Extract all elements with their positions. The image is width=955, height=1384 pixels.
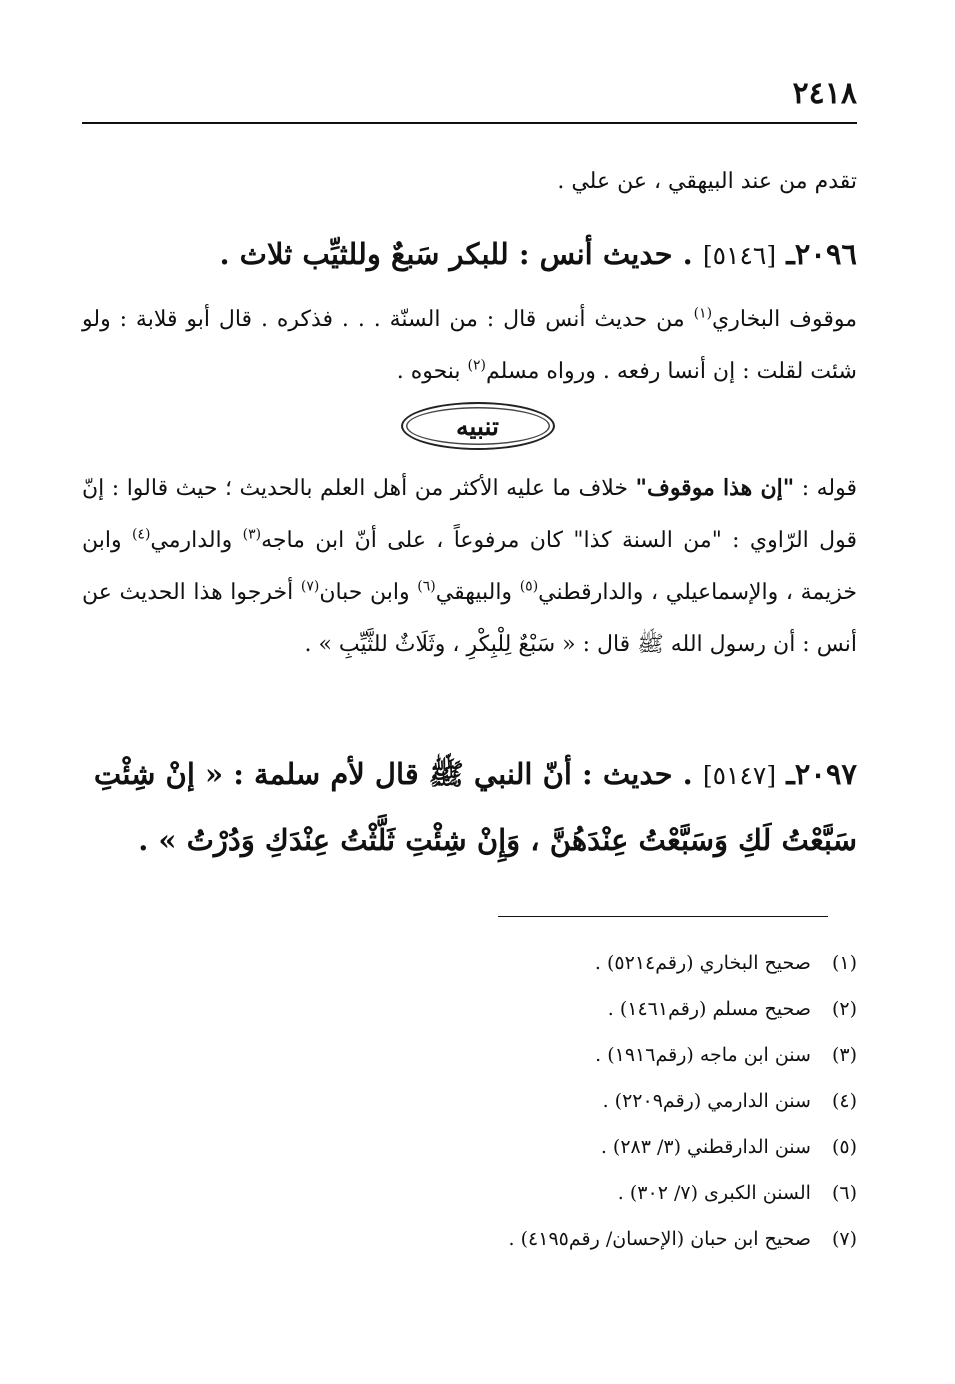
footnote-text: صحيح ابن حبان (الإحسان/ رقم٤١٩٥) . [508,1228,811,1250]
footnote-text: السنن الكبرى (٧/ ٣٠٢) . [617,1182,811,1204]
header-rule [82,122,857,124]
footnote-ref: (٢) [467,357,487,374]
footnote-rule [498,916,828,917]
hadith-heading-2096 [82,222,857,288]
hadith-text: . حديث : أنّ النبي ﷺ قال لأم سلمة : « إنْ شِئْتِ سَبَّعْتُ لَكِ وَسَبَّعْتُ عِنْدَهُنَّ ، وَإِنْ شِئْتِ ثَلَّثْتُ عِنْدَكِ وَدُرْتُ » . [93,757,857,857]
footnote-text: سنن الدارمي (رقم٢٢٠٩) . [602,1090,811,1112]
hadith-number: ٢٠٩٦ـ [786,237,857,271]
paragraph-text: خلاف ما عليه الأكثر من أهل العلم بالحديث ؛ حيث قالوا : إنّ قول الرّاوي : "من السنة كذا" كان مرفوعاً ، على أنّ ابن ماجه [82,476,857,553]
hadith-reference: [٥١٤٧] [702,761,777,790]
footnote-number: (٦) [831,1182,857,1204]
paragraph-text: أخرجوا هذا الحديث عن أنس : أن رسول الله ﷺ قال : « سَبْعٌ لِلْبِكْرِ ، وثَلَاثٌ للثَّيِّبِ » . [82,580,857,657]
footnote-ref: (٥) [519,578,539,595]
footnotes [82,940,857,1262]
footnote-text: سنن ابن ماجه (رقم١٩١٦) . [595,1044,811,1066]
footnote-item [82,1124,857,1170]
paragraph-text: من حديث أنس قال : من السنّة . . . فذكره . قال أبو قلابة : ولو شئت لقلت : إن أنسا رفعه . ورواه مسلم [82,307,857,384]
footnote-item [82,1032,857,1078]
hadith-heading-2097 [82,742,857,872]
footnote-number: (٤) [831,1090,857,1112]
footnote-item [82,986,857,1032]
paragraph-2096 [82,294,857,398]
paragraph-text: قوله : [794,476,857,501]
tanbih-banner-wrap [0,402,955,454]
hadith-number: ٢٠٩٧ـ [786,757,857,791]
paragraph-text: وابن خزيمة ، والإسماعيلي ، والدارقطني [82,528,857,605]
footnote-item [82,1216,857,1262]
hadith-reference: [٥١٤٦] [702,241,777,270]
footnote-text: صحيح مسلم (رقم١٤٦١) . [607,998,811,1020]
footnote-ref: (١) [693,305,713,322]
footnote-ref: (٦) [417,578,436,595]
paragraph-text: والدارمي [150,528,243,553]
footnote-text: سنن الدارقطني (٣/ ٢٨٣) . [600,1136,811,1158]
footnote-ref: (٤) [131,526,151,543]
footnote-number: (٢) [831,998,857,1020]
footnote-text: صحيح البخاري (رقم٥٢١٤) . [594,952,811,974]
footnote-number: (٥) [831,1136,857,1158]
paragraph-text: موقوف البخاري [712,307,857,332]
tanbih-paragraph [82,462,857,671]
hadith-title: . حديث أنس : للبكر سَبعٌ وللثيِّب ثلاث . [219,237,693,271]
paragraph-text: والبيهقي [435,580,520,605]
footnote-number: (١) [831,952,857,974]
footnote-item [82,1170,857,1216]
footnote-item [82,1078,857,1124]
paragraph-text: وابن حبان [319,580,418,605]
tanbih-banner: تنبيه [401,402,555,450]
footnote-number: (٧) [831,1228,857,1250]
footnote-ref: (٣) [242,526,262,543]
paragraph-text: بنحوه . [396,359,468,384]
footnote-number: (٣) [831,1044,857,1066]
intro-line: تقدم من عند البيهقي ، عن علي . [557,169,857,194]
bold-quote: "إن هذا موقوف" [635,475,795,501]
page-number: ٢٤١٨ [792,76,857,111]
footnote-item [82,940,857,986]
footnote-ref: (٧) [300,578,320,595]
